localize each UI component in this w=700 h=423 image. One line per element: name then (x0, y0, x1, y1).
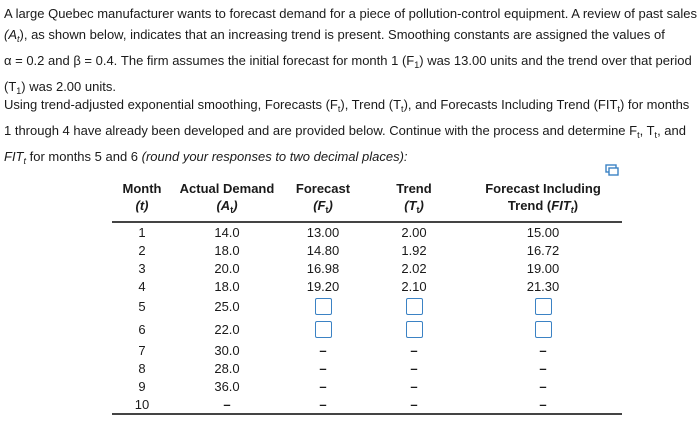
table-row (112, 295, 622, 318)
fit-value: 21.30 (526, 278, 560, 294)
table-body (112, 222, 622, 414)
month-value: 9 (138, 378, 146, 394)
forecast-cell (282, 395, 364, 414)
month-cell (112, 277, 172, 295)
actual-cell (172, 259, 282, 277)
forecast-value: – (319, 360, 327, 376)
fit-value: 16.72 (526, 242, 560, 258)
forecast-cell (282, 241, 364, 259)
fit-cell (464, 241, 622, 259)
table-header-row (112, 178, 622, 222)
trend-value: – (410, 360, 418, 376)
instructions-line-3: $FIT_t$ for months 5 and 6 (round your responses to two decimal places): (4, 149, 408, 166)
forecast-input-month-6[interactable] (315, 321, 332, 338)
actual-cell (172, 341, 282, 359)
actual-cell (172, 359, 282, 377)
actual-cell (172, 222, 282, 241)
fit-input-month-5[interactable] (535, 298, 552, 315)
actual-value: 18.0 (214, 242, 240, 258)
actual-cell (172, 277, 282, 295)
fit-value: – (539, 396, 547, 412)
trend-cell (364, 277, 464, 295)
trend-cell (364, 222, 464, 241)
trend-input-month-5[interactable] (406, 298, 423, 315)
fit-cell (464, 359, 622, 377)
table-row (112, 377, 622, 395)
actual-value: – (223, 396, 231, 412)
table-row (112, 222, 622, 241)
actual-value: 25.0 (214, 299, 240, 314)
month-cell (112, 295, 172, 318)
month-cell (112, 341, 172, 359)
month-cell (112, 377, 172, 395)
header-forecast-including-trend: Forecast Including Trend $(FIT_t)$ (485, 181, 601, 215)
month-cell (112, 259, 172, 277)
actual-value: 18.0 (214, 278, 240, 294)
fit-cell (464, 277, 622, 295)
trend-cell (364, 241, 464, 259)
forecast-cell (282, 222, 364, 241)
month-cell (112, 359, 172, 377)
month-value: 3 (138, 260, 146, 276)
forecast-cell (282, 318, 364, 341)
forecast-cell (282, 377, 364, 395)
table-row (112, 259, 622, 277)
intro-line-4: $(T_1)$ was 2.00 units. (4, 79, 116, 96)
forecast-cell (282, 295, 364, 318)
forecast-value: 16.98 (306, 260, 340, 276)
fit-value: 15.00 (526, 224, 560, 240)
actual-value: 28.0 (214, 360, 240, 376)
trend-value: 2.10 (401, 278, 427, 294)
trend-cell (364, 318, 464, 341)
actual-cell (172, 241, 282, 259)
month-cell (112, 222, 172, 241)
intro-line-2: $(A_t)$, as shown below, indicates that an increasing trend is present. Smoothing constants are assigned the values of (4, 27, 665, 44)
fit-cell (464, 222, 622, 241)
fit-cell (464, 259, 622, 277)
forecast-cell (282, 259, 364, 277)
table-row (112, 241, 622, 259)
trend-cell (364, 295, 464, 318)
intro-line-1: A large Quebec manufacturer wants to forecast demand for a piece of pollution-control equipment. A review of past sales (4, 6, 697, 21)
forecast-input-month-5[interactable] (315, 298, 332, 315)
trend-cell (364, 359, 464, 377)
month-value: 4 (138, 278, 146, 294)
month-value: 8 (138, 360, 146, 376)
actual-value: 14.0 (214, 224, 240, 240)
forecast-value: 19.20 (306, 278, 340, 294)
month-value: 10 (134, 396, 150, 412)
trend-value: 2.02 (401, 260, 427, 276)
actual-value: 22.0 (214, 322, 240, 337)
trend-cell (364, 259, 464, 277)
trend-value: 1.92 (401, 242, 427, 258)
table-row (112, 341, 622, 359)
table-row (112, 395, 622, 414)
fit-cell (464, 318, 622, 341)
fit-input-month-6[interactable] (535, 321, 552, 338)
month-cell (112, 241, 172, 259)
month-value: 2 (138, 242, 146, 258)
copy-to-clipboard-icon[interactable] (605, 164, 619, 176)
instructions-line-2: 1 through 4 have already been developed and are provided below. Continue with the process and determine $F_t$, $T_t$, and (4, 123, 686, 140)
actual-cell (172, 395, 282, 414)
forecast-value: 13.00 (306, 224, 340, 240)
trend-value: 2.00 (401, 224, 427, 240)
trend-value: – (410, 342, 418, 358)
actual-cell (172, 318, 282, 341)
header-month: Month (t) (122, 181, 162, 213)
intro-line-3: α = 0.2 and β = 0.4. The firm assumes the initial forecast for month 1 $(F_1)$ was 13.00 units and the trend over that period (4, 53, 692, 70)
actual-value: 20.0 (214, 260, 240, 276)
month-value: 7 (138, 342, 146, 358)
actual-value: 36.0 (214, 378, 240, 394)
month-cell (112, 318, 172, 341)
trend-input-month-6[interactable] (406, 321, 423, 338)
trend-cell (364, 395, 464, 414)
actual-cell (172, 295, 282, 318)
trend-value: – (410, 396, 418, 412)
header-trend: Trend $(T_t)$ (396, 181, 432, 215)
trend-cell (364, 341, 464, 359)
fit-value: – (539, 378, 547, 394)
problem-instructions (4, 94, 698, 172)
problem-intro (4, 3, 698, 102)
forecast-value: – (319, 342, 327, 358)
forecast-cell (282, 341, 364, 359)
fit-cell (464, 341, 622, 359)
trend-cell (364, 377, 464, 395)
actual-cell (172, 377, 282, 395)
header-forecast: Forecast $(F_t)$ (295, 181, 351, 215)
month-cell (112, 395, 172, 414)
trend-value: – (410, 378, 418, 394)
month-value: 5 (138, 299, 146, 314)
header-actual-demand: Actual Demand $(A_t)$ (179, 181, 275, 215)
table-row (112, 359, 622, 377)
actual-value: 30.0 (214, 342, 240, 358)
table-row (112, 318, 622, 341)
forecast-cell (282, 277, 364, 295)
instructions-line-1: Using trend-adjusted exponential smoothing, Forecasts $(F_t)$, Trend $(T_t)$, and Forecasts Including Trend $(FIT_t)$ for months (4, 97, 690, 114)
month-value: 6 (138, 322, 146, 337)
forecast-value: – (319, 396, 327, 412)
month-value: 1 (138, 224, 146, 240)
fit-cell (464, 295, 622, 318)
fit-value: – (539, 342, 547, 358)
fit-cell (464, 395, 622, 414)
forecast-value: 14.80 (306, 242, 340, 258)
forecast-table (112, 178, 622, 415)
table-row (112, 277, 622, 295)
fit-cell (464, 377, 622, 395)
forecast-value: – (319, 378, 327, 394)
fit-value: – (539, 360, 547, 376)
forecast-cell (282, 359, 364, 377)
fit-value: 19.00 (526, 260, 560, 276)
